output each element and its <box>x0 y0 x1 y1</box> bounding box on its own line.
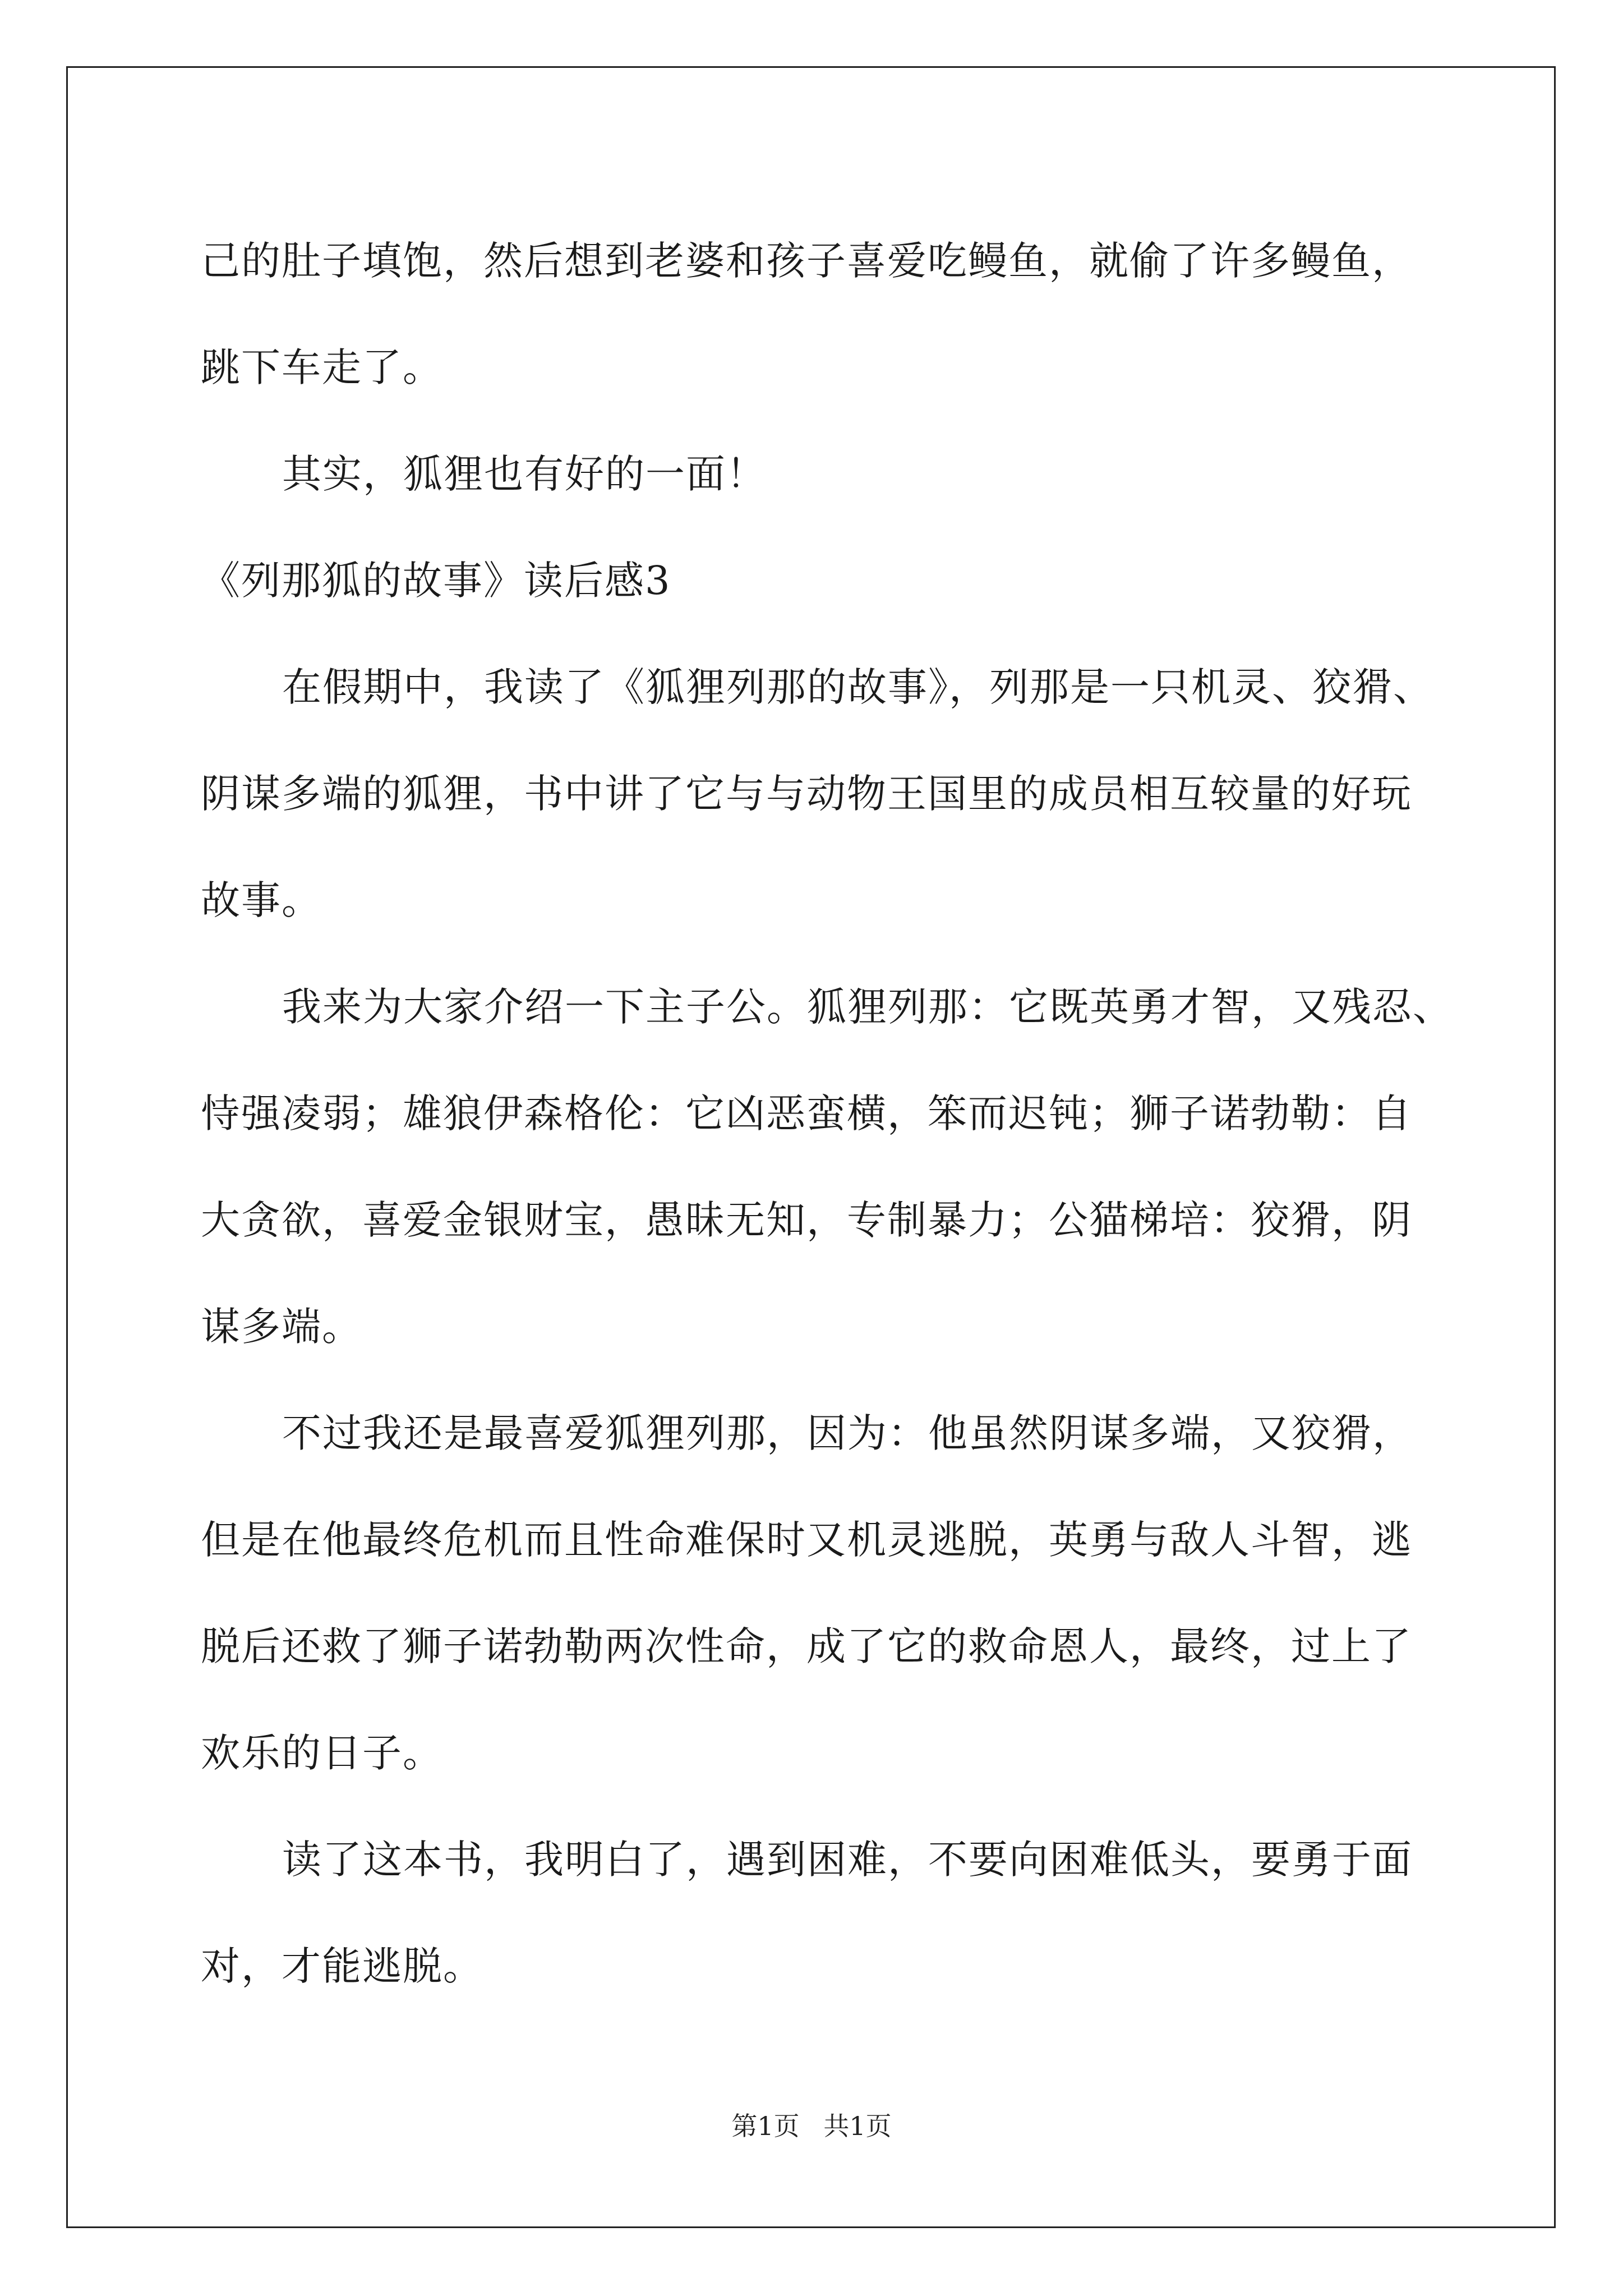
page-total: 共1页 <box>823 2111 892 2141</box>
text-line: 阴谋多端的狐狸，书中讲了它与与动物王国里的成员相互较量的好玩 <box>201 771 1412 817</box>
text-line: 对，才能逃脱。 <box>201 1943 483 1989</box>
text-line: 但是在他最终危机而且性命难保时又机灵逃脱，英勇与敌人斗智，逃 <box>201 1517 1412 1563</box>
page-number: 第1页 <box>731 2111 800 2141</box>
text-line: 跳下车走了。 <box>201 344 443 390</box>
section-heading: 《列那狐的故事》读后感3 <box>201 558 671 604</box>
text-line: 其实，狐狸也有好的一面！ <box>282 451 767 497</box>
text-line: 故事。 <box>201 877 322 923</box>
text-line: 读了这本书，我明白了，遇到困难，不要向困难低头，要勇于面 <box>282 1837 1413 1883</box>
text-line: 谋多端。 <box>201 1304 362 1350</box>
text-line: 大贪欲，喜爱金银财宝，愚昧无知，专制暴力；公猫梯培：狡猾，阴 <box>201 1197 1412 1243</box>
text-line: 脱后还救了狮子诺勃勒两次性命，成了它的救命恩人，最终，过上了 <box>201 1623 1412 1669</box>
text-line: 不过我还是最喜爱狐狸列那，因为：他虽然阴谋多端，又狡猾， <box>282 1410 1413 1456</box>
page-footer <box>0 2109 1623 2143</box>
text-line: 在假期中，我读了《狐狸列那的故事》，列那是一只机灵、狡猾、 <box>282 664 1433 710</box>
document-body <box>201 208 1453 2019</box>
text-line: 我来为大家介绍一下主子公。狐狸列那：它既英勇才智，又残忍、 <box>282 984 1453 1030</box>
text-line: 欢乐的日子。 <box>201 1730 443 1776</box>
text-line: 己的肚子填饱，然后想到老婆和孩子喜爱吃鳗鱼，就偷了许多鳗鱼， <box>201 238 1412 284</box>
text-line: 恃强凌弱；雄狼伊森格伦：它凶恶蛮横，笨而迟钝；狮子诺勃勒：自 <box>201 1091 1412 1137</box>
